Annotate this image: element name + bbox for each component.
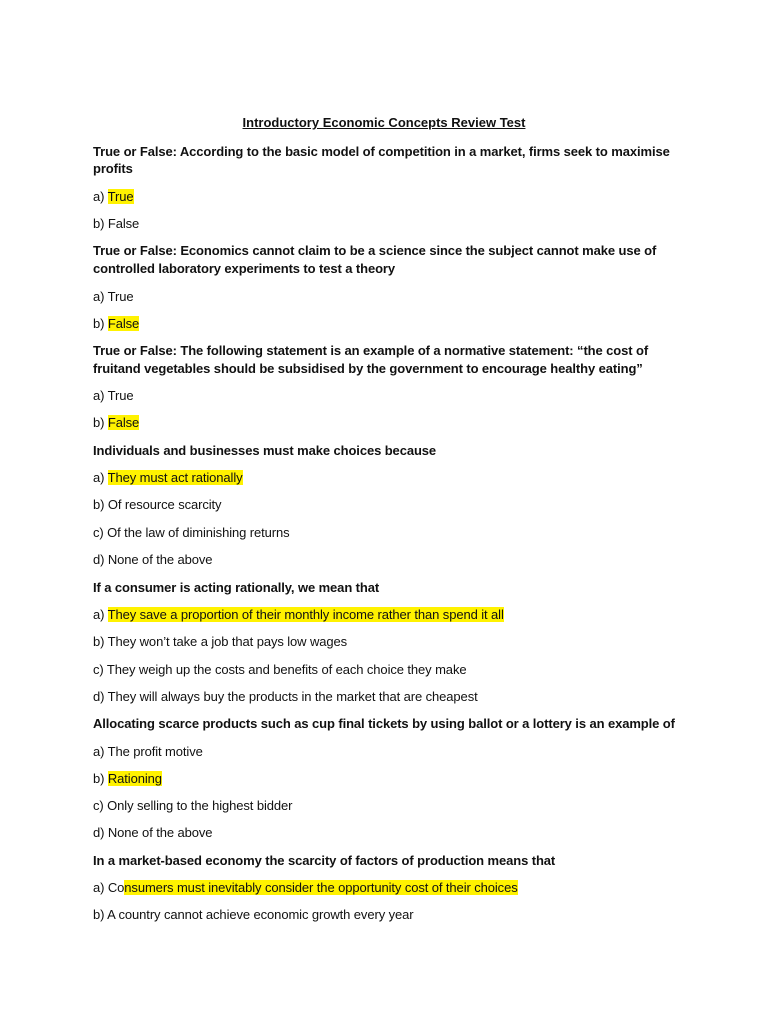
option-text: True [107, 289, 134, 304]
question-7-option-b: b) A country cannot achieve economic growth every year [93, 907, 414, 922]
option-prefix: a) [93, 189, 108, 204]
highlighted-answer: nsumers must inevitably consider the opportunity cost of their choices [124, 880, 518, 895]
question-5-option-a [93, 606, 504, 623]
option-prefix: a) [93, 388, 108, 403]
question-1-line-1: True or False: According to the basic model of competition in a market, firms seek to maximise [93, 144, 670, 159]
option-prefix: b) [93, 415, 108, 430]
question-2-line-2: controlled laboratory experiments to test a theory [93, 261, 396, 276]
question-6-option-b [93, 770, 162, 787]
option-prefix: a) [93, 289, 108, 304]
question-7-option-a [93, 879, 518, 896]
question-7-line-1: In a market-based economy the scarcity of factors of production means that [93, 853, 556, 868]
question-4-option-d: d) None of the above [93, 552, 213, 567]
question-4-line-1: Individuals and businesses must make choices because [93, 443, 437, 458]
question-3-line-2: fruitand vegetables should be subsidised by the government to encourage healthy eating” [93, 361, 643, 376]
question-5-option-b: b) They won’t take a job that pays low wages [93, 634, 348, 649]
option-prefix: b) [93, 316, 108, 331]
option-prefix: a) [93, 607, 108, 622]
option-prefix: b) [93, 216, 108, 231]
question-4-option-c: c) Of the law of diminishing returns [93, 525, 290, 540]
question-4-option-a [93, 469, 243, 486]
question-4-option-b: b) Of resource scarcity [93, 497, 222, 512]
question-6-option-d: d) None of the above [93, 825, 213, 840]
option-prefix: a) Co [93, 880, 125, 895]
highlighted-answer: Rationing [107, 771, 162, 786]
question-3-line-1: True or False: The following statement is an example of a normative statement: “the cost of [93, 343, 649, 358]
question-1-line-2: profits [93, 161, 133, 176]
question-5-option-d: d) They will always buy the products in the market that are cheapest [93, 689, 478, 704]
highlighted-answer: False [107, 316, 140, 331]
document-title: Introductory Economic Concepts Review Test [242, 115, 526, 130]
question-2-option-a [93, 288, 134, 305]
highlighted-answer: False [107, 415, 140, 430]
question-3-option-a [93, 387, 134, 404]
question-2-option-b [93, 315, 139, 332]
option-text: True [107, 388, 134, 403]
question-6-line-1: Allocating scarce products such as cup final tickets by using ballot or a lottery is an example of [93, 716, 675, 731]
question-2-line-1: True or False: Economics cannot claim to be a science since the subject cannot make use of [93, 243, 657, 258]
highlighted-answer: True [107, 189, 134, 204]
question-3-option-b [93, 414, 139, 431]
question-6-option-a: a) The profit motive [93, 744, 203, 759]
question-5-option-c: c) They weigh up the costs and benefits of each choice they make [93, 662, 467, 677]
highlighted-answer: They must act rationally [107, 470, 243, 485]
question-5-line-1: If a consumer is acting rationally, we mean that [93, 580, 380, 595]
option-prefix: b) [93, 771, 108, 786]
question-1-option-b [93, 215, 139, 232]
option-text: False [107, 216, 140, 231]
question-1-option-a [93, 188, 134, 205]
option-prefix: a) [93, 470, 108, 485]
question-6-option-c: c) Only selling to the highest bidder [93, 798, 293, 813]
highlighted-answer: They save a proportion of their monthly income rather than spend it all [107, 607, 504, 622]
